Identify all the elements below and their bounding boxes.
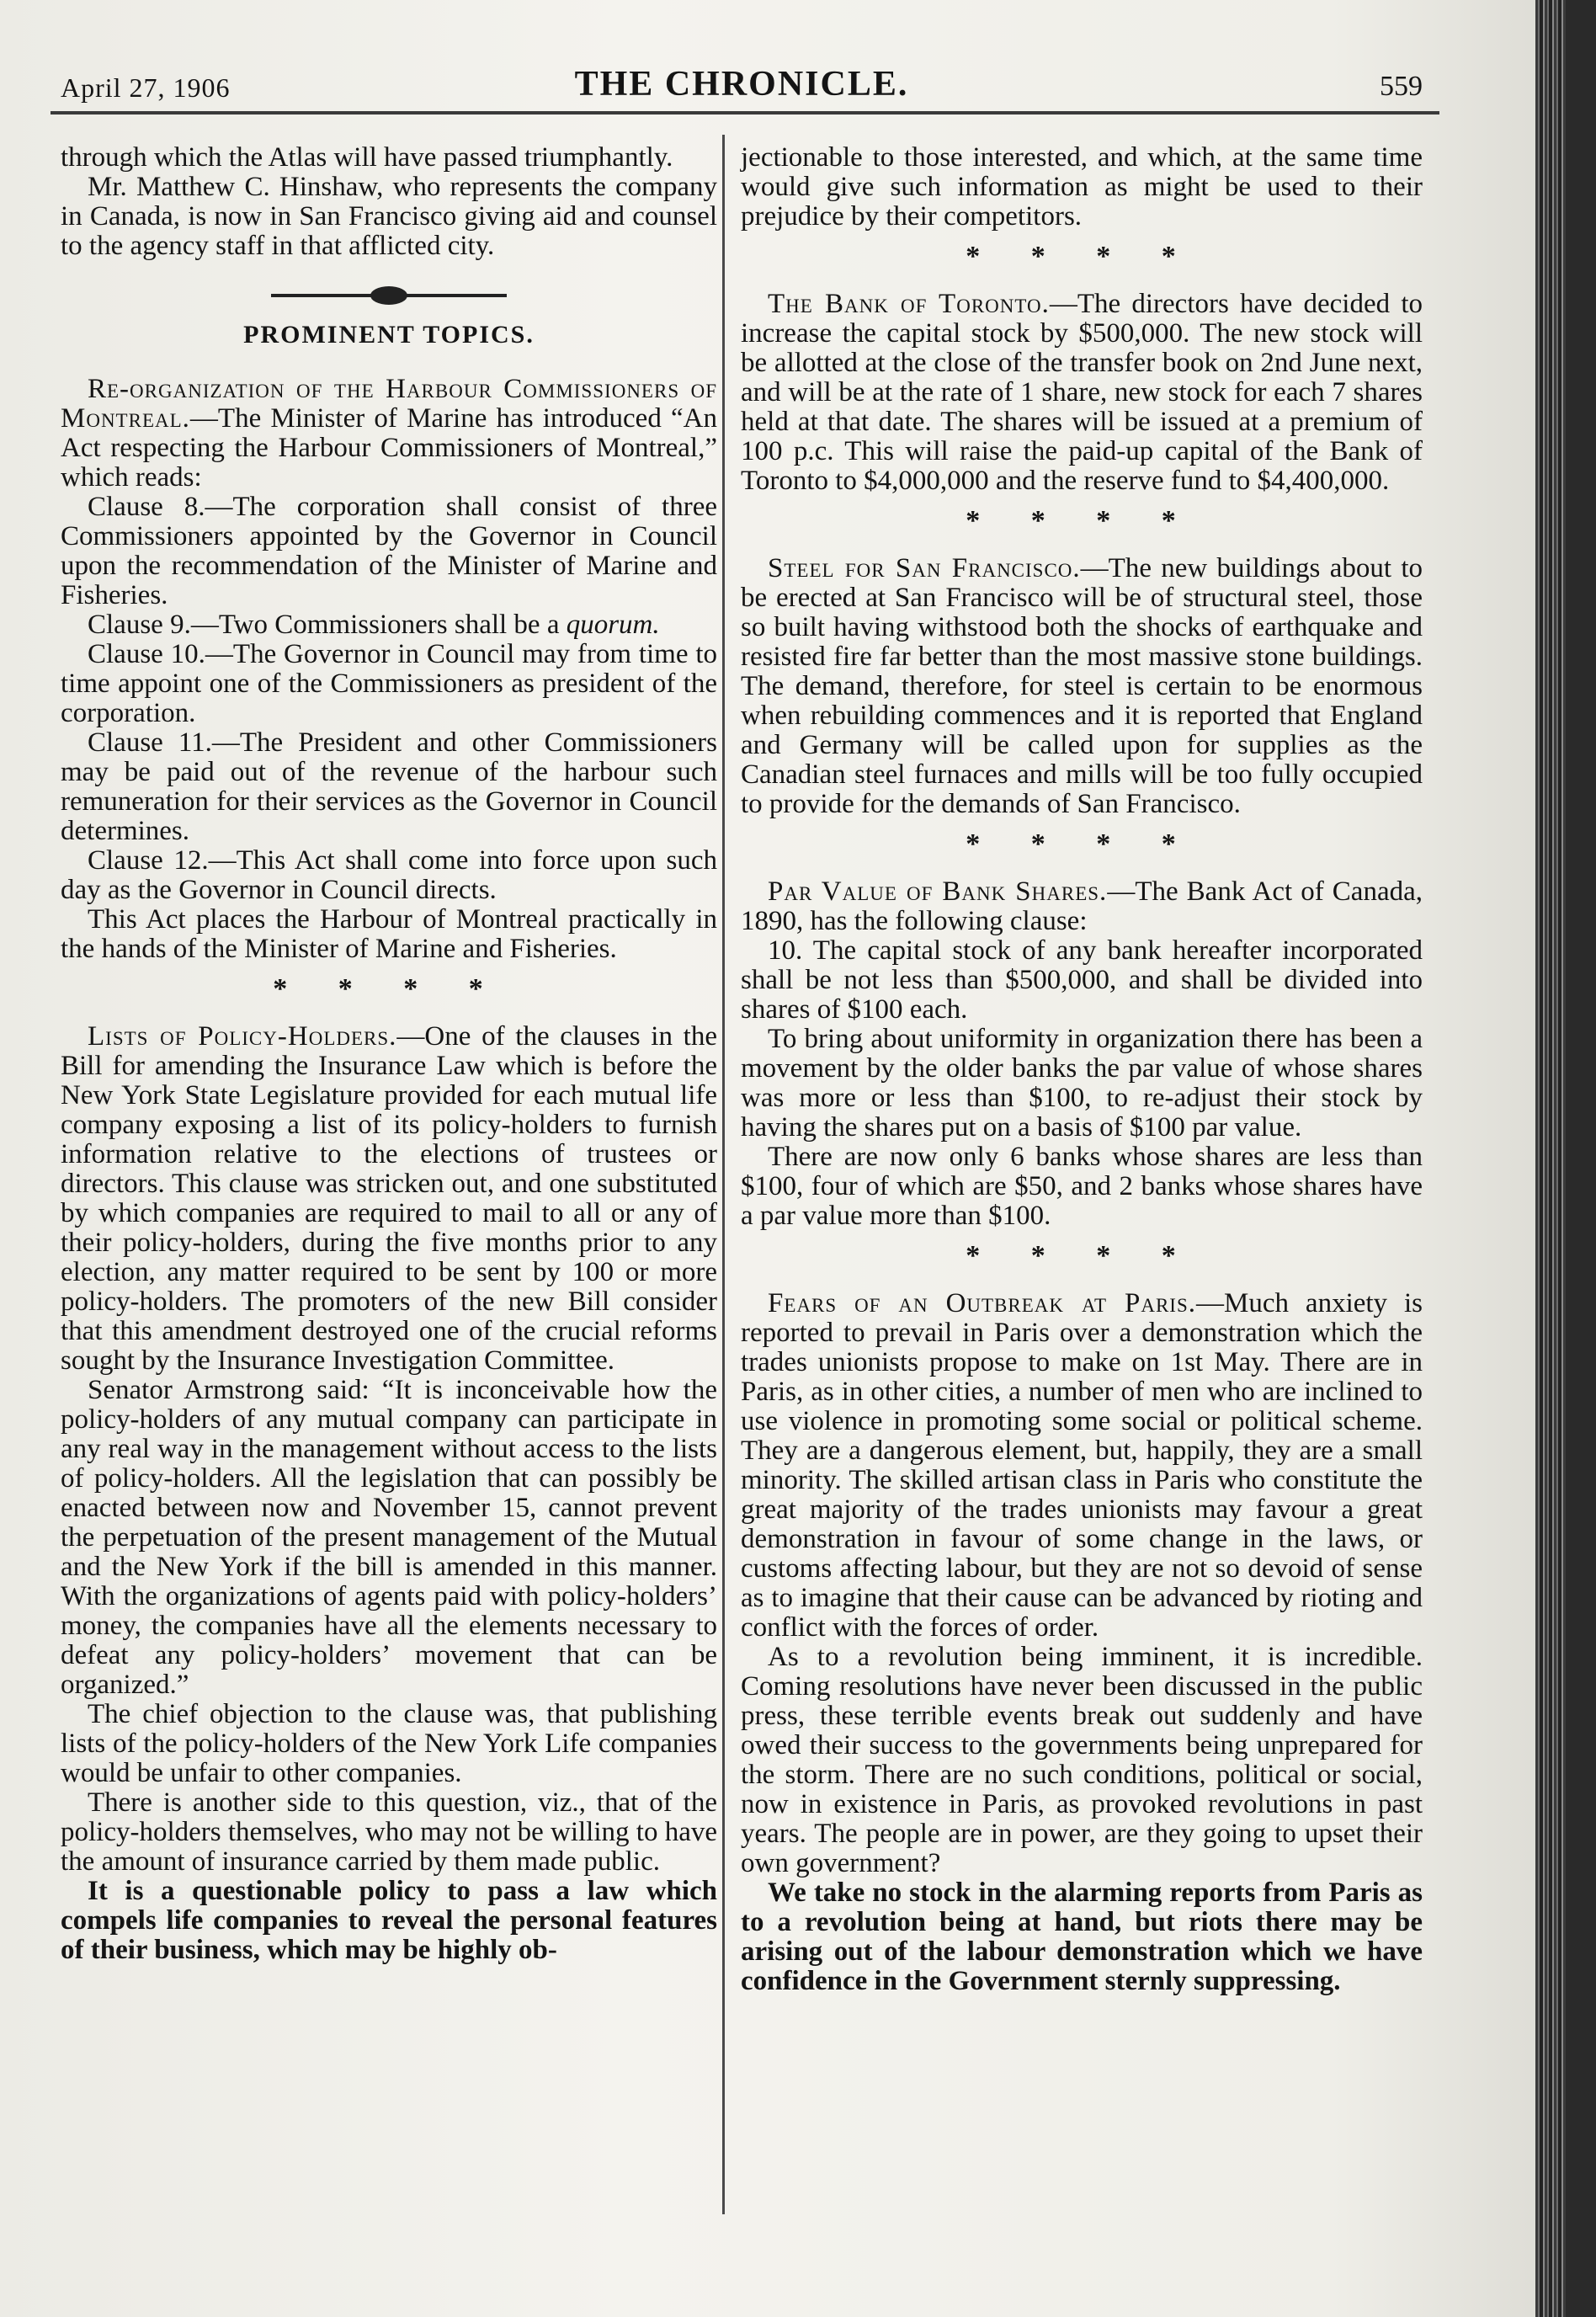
- star-separator: * * * *: [966, 241, 1198, 272]
- paragraph: Mr. Matthew C. Hinshaw, who represents the company in Canada, is now in San Francisco giving aid and counsel to the agency staff in that afflicted city.: [61, 172, 717, 261]
- article-text: —The Minister of Marine has introduced “An Act respecting the Harbour Commissioners of Montreal,” which reads:: [61, 403, 717, 493]
- article-fears: [741, 1289, 1423, 1643]
- star-separator: * * * *: [273, 973, 505, 1004]
- article-title: Steel for San Francisco.: [768, 553, 1081, 583]
- paragraph: Clause 8.—The corporation shall consist of three Commissioners appointed by the Governor in Council upon the recommendation of the Minister of Marine and Fisheries.: [61, 492, 717, 610]
- issue-date: April 27, 1906: [61, 72, 231, 103]
- header-rule: [51, 111, 1439, 115]
- paragraph: As to a revolution being imminent, it is incredible. Coming resolutions have never been discussed in the public press, these terrible events break out suddenly and have owed their success to the governments being unprepared for the storm. There are no such conditions, political or social, now in existence in Paris, as provoked revolutions in past years. The people are in power, are they going to upset their own government?: [741, 1642, 1423, 1878]
- paragraph: Senator Armstrong said: “It is inconceivable how the policy-holders of any mutual company can participate in any real way in the management without access to the lists of policy-holders. All the legislation that can possibly be enacted between now and November 15, cannot prevent the perpetuation of the present management of the Mutual and the New York if the bill is amended in this manner. With the organizations of agents paid with policy-holders’ money, the companies have all the elements necessary to defeat any policy-holders’ movement that can be organized.”: [61, 1375, 717, 1700]
- page-edge: [1535, 0, 1566, 2317]
- paragraph: The chief objection to the clause was, that publishing lists of the policy-holders of the New York Life companies would be unfair to other companies.: [61, 1699, 717, 1788]
- star-separator: * * * *: [966, 828, 1198, 860]
- article-title: Fears of an Outbreak at Paris.: [768, 1288, 1196, 1318]
- article-par-value: [741, 877, 1423, 936]
- paragraph: To bring about uniformity in organization there has been a movement by the older banks the par value of whose shares was more or less than $100, to re-adjust their stock by having the shares put on a basis of $100 par value.: [741, 1024, 1423, 1143]
- paragraph: We take no stock in the alarming reports from Paris as to a revolution being at hand, but riots there may be arising out of the labour demonstration which we have confidence in the Government sternly suppressing.: [741, 1878, 1423, 1996]
- article-steel: [741, 554, 1423, 819]
- paragraph: Clause 11.—The President and other Commissioners may be paid out of the revenue of the harbour such remuneration for their services as the Governor in Council determines.: [61, 727, 717, 846]
- paragraph: There is another side to this question, viz., that of the policy-holders themselves, who may not be willing to have the amount of insurance carried by them made public.: [61, 1787, 717, 1877]
- paragraph: Clause 12.—This Act shall come into force upon such day as the Governor in Council directs.: [61, 845, 717, 905]
- star-separator: * * * *: [966, 1240, 1198, 1271]
- article-text: —Much anxiety is reported to prevail in Paris over a demonstration which the trades unionists propose to make on 1st May. There are in Paris, as in other cities, a number of men who are inclined to use violence in promoting some social or political scheme. They are a dangerous element, but, happily, they are a small minority. The skilled artisan class in Paris who constitute the great majority of the trades unionists may favour a great demonstration in favour of some change in the laws, or customs affecting labour, but they are not so devoid of sense as to imagine that their cause can be advanced by rioting and conflict with the forces of order.: [741, 1288, 1423, 1643]
- page-number: 559: [1380, 71, 1423, 102]
- article-title: Par Value of Bank Shares.: [768, 876, 1108, 907]
- paragraph: [61, 610, 717, 640]
- article-toronto: [741, 290, 1423, 496]
- article-lists: [61, 1022, 717, 1376]
- ornament-divider: [61, 280, 717, 305]
- article-title: The Bank of Toronto.: [768, 289, 1050, 319]
- page-header: [56, 64, 1428, 115]
- paragraph: This Act places the Harbour of Montreal practically in the hands of the Minister of Marine and Fisheries.: [61, 904, 717, 964]
- article-text: —The new buildings about to be erected at San Francisco will be of structural steel, those so built having withstood both the shocks of earthquake and resisted fire far better than the most massive stone buildings. The demand, therefore, for steel is certain to be enormous when rebuilding commences and it is reported that England and Germany will be called upon for supplies as the Canadian steel furnaces and mills will be too fully occupied to provide for the demands of San Francisco.: [741, 553, 1423, 819]
- article-text: —The Bank Act of Canada, 1890, has the following clause:: [741, 876, 1423, 936]
- column-divider: [722, 135, 725, 2214]
- article-title: Re-organization of the Harbour Commissioners of Montreal.: [61, 374, 717, 434]
- clause-text: Clause 9.—Two Commissioners shall be a: [88, 610, 567, 640]
- article-text: —The directors have decided to increase the capital stock by $500,000. The new stock will be allotted at the close of the transfer book on 2nd June next, and will be at the rate of 1 share, new stock for each 7 shares held at that date. The shares will be issued at a premium of 100 p.c. This will raise the paid-up capital of the Bank of Toronto to $4,000,000 and the reserve fund to $4,400,000.: [741, 289, 1423, 496]
- paragraph: It is a questionable policy to pass a law which compels life companies to reveal the personal features of their business, which may be highly ob-: [61, 1876, 717, 1965]
- paragraph: There are now only 6 banks whose shares are less than $100, four of which are $50, and 2 banks whose shares have a par value more than $100.: [741, 1142, 1423, 1231]
- section-heading: PROMINENT TOPICS.: [243, 321, 535, 349]
- paragraph: 10. The capital stock of any bank hereafter incorporated shall be not less than $500,000, and shall be divided into shares of $100 each.: [741, 935, 1423, 1025]
- article-text: —One of the clauses in the Bill for amending the Insurance Law which is before the New York State Legislature provided for each mutual life company exposing a list of its policy-holders to furnish information relative to the elections of trustees or directors. This clause was stricken out, and one substituted by which companies are required to mail to all or any of their policy-holders, during the five months prior to any election, any matter required to be sent by 100 or more policy-holders. The promoters of the new Bill consider that this amendment destroyed one of the crucial reforms sought by the Insurance Investigation Committee.: [61, 1021, 717, 1376]
- right-column: [741, 143, 1423, 1996]
- paragraph: through which the Atlas will have passed triumphantly.: [61, 142, 673, 173]
- publication-title: THE CHRONICLE.: [574, 65, 909, 104]
- article-title: Lists of Policy-Holders.: [88, 1021, 397, 1052]
- paragraph: Clause 10.—The Governor in Council may from time to time appoint one of the Commissioners as president of the corporation.: [61, 639, 717, 728]
- paragraph: jectionable to those interested, and which, at the same time would give such information as might be used to their prejudice by their competitors.: [741, 142, 1423, 232]
- left-column: [61, 143, 717, 1965]
- clause-italic: quorum.: [566, 610, 660, 640]
- article-harbour: [61, 375, 717, 493]
- star-separator: * * * *: [966, 505, 1198, 536]
